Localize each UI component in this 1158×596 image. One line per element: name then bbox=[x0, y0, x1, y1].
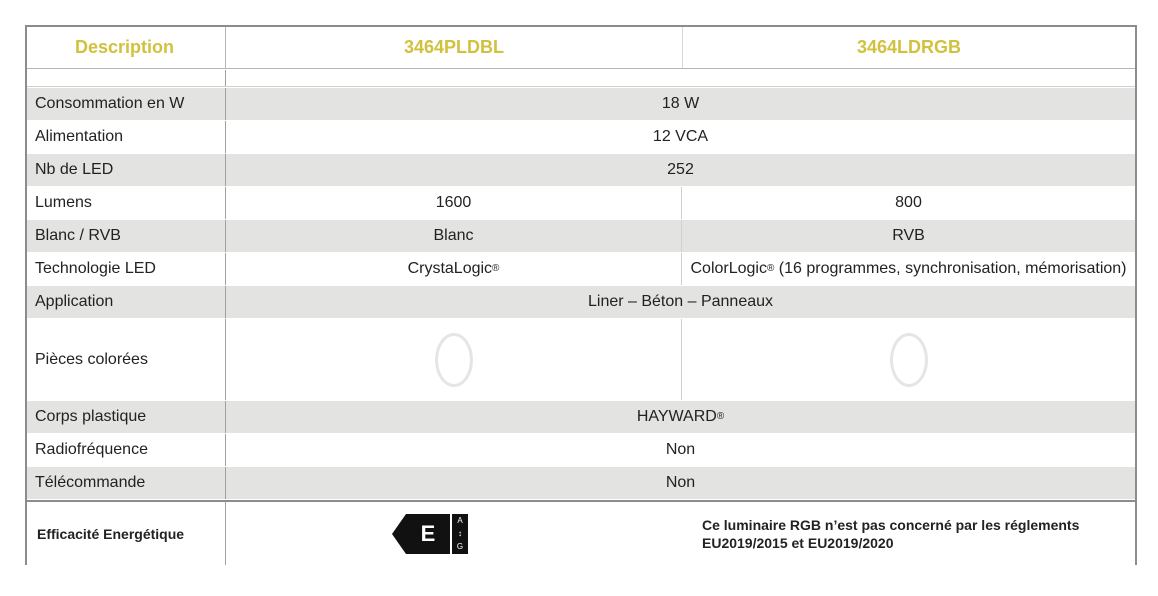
spacer-cell bbox=[27, 70, 226, 86]
table-row bbox=[27, 401, 1135, 433]
value-technologie-a: CrystaLogic ® bbox=[226, 253, 682, 285]
technologie-b-name: ColorLogic bbox=[690, 260, 767, 277]
row-label-alimentation: Alimentation bbox=[27, 121, 226, 153]
header-model-b: 3464LDRGB bbox=[682, 27, 1135, 68]
energy-note bbox=[682, 502, 1135, 565]
row-label-telecommande: Télécommande bbox=[27, 467, 226, 499]
energy-scale-top: A bbox=[457, 515, 463, 525]
table-row bbox=[27, 467, 1135, 499]
energy-footer bbox=[27, 500, 1135, 565]
row-label-nb-led: Nb de LED bbox=[27, 154, 226, 186]
energy-scale-arrow-icon: ↕ bbox=[458, 528, 462, 538]
header-description: Description bbox=[27, 27, 226, 68]
table-row bbox=[27, 187, 1135, 219]
table-row bbox=[27, 154, 1135, 186]
row-label-consommation: Consommation en W bbox=[27, 88, 226, 120]
table-header bbox=[27, 27, 1135, 69]
technologie-a-name: CrystaLogic bbox=[407, 260, 493, 277]
corps-brand: HAYWARD bbox=[636, 408, 717, 425]
value-lumens-a: 1600 bbox=[226, 187, 682, 219]
value-blanc-rvb-a: Blanc bbox=[226, 220, 682, 252]
energy-arrow-icon bbox=[392, 514, 406, 554]
table-row bbox=[27, 220, 1135, 252]
energy-class: E bbox=[406, 514, 450, 554]
energy-scale bbox=[450, 514, 468, 554]
energy-note-text bbox=[702, 516, 1102, 552]
energy-note-line1: Ce luminaire RGB n’est pas concerné par les réglements bbox=[702, 516, 1080, 533]
energy-class-badge bbox=[392, 514, 468, 554]
value-consommation: 18 W bbox=[661, 95, 700, 112]
table-row bbox=[27, 319, 1135, 400]
pieces-image-b bbox=[682, 319, 1135, 400]
value-technologie-b: ColorLogic ® (16 programmes, synchronisation, mémorisation) bbox=[690, 260, 1127, 277]
value-nb-led: 252 bbox=[667, 161, 694, 178]
row-label-radio: Radiofréquence bbox=[27, 434, 226, 466]
spacer-row bbox=[27, 70, 1135, 87]
row-label-technologie: Technologie LED bbox=[27, 253, 226, 285]
table-row bbox=[27, 88, 1135, 120]
value-lumens-b: 800 bbox=[895, 194, 922, 211]
table-row bbox=[27, 286, 1135, 318]
value-radio: Non bbox=[665, 441, 696, 458]
row-label-corps: Corps plastique bbox=[27, 401, 226, 433]
row-label-application: Application bbox=[27, 286, 226, 318]
value-alimentation: 12 VCA bbox=[652, 128, 709, 145]
ring-image bbox=[435, 333, 473, 387]
value-blanc-rvb-b: RVB bbox=[892, 227, 925, 244]
table-row bbox=[27, 434, 1135, 466]
technologie-b-details: (16 programmes, synchronisation, mémorisation) bbox=[774, 260, 1127, 277]
spec-table bbox=[25, 25, 1137, 565]
table-row bbox=[27, 121, 1135, 153]
value-corps: HAYWARD ® bbox=[636, 408, 725, 425]
table-row bbox=[27, 253, 1135, 285]
header-model-a: 3464PLDBL bbox=[403, 37, 505, 57]
pieces-image-a bbox=[226, 319, 682, 400]
energy-badge-cell bbox=[226, 502, 682, 565]
row-label-blanc-rvb: Blanc / RVB bbox=[27, 220, 226, 252]
value-telecommande: Non bbox=[665, 474, 696, 491]
row-label-pieces: Pièces colorées bbox=[27, 319, 226, 400]
energy-label: Efficacité Energétique bbox=[27, 502, 226, 565]
energy-note-line2: EU2019/2015 et EU2019/2020 bbox=[702, 534, 894, 551]
value-application: Liner – Béton – Panneaux bbox=[587, 293, 774, 310]
row-label-lumens: Lumens bbox=[27, 187, 226, 219]
energy-scale-bottom: G bbox=[456, 542, 464, 552]
ring-image bbox=[890, 333, 928, 387]
